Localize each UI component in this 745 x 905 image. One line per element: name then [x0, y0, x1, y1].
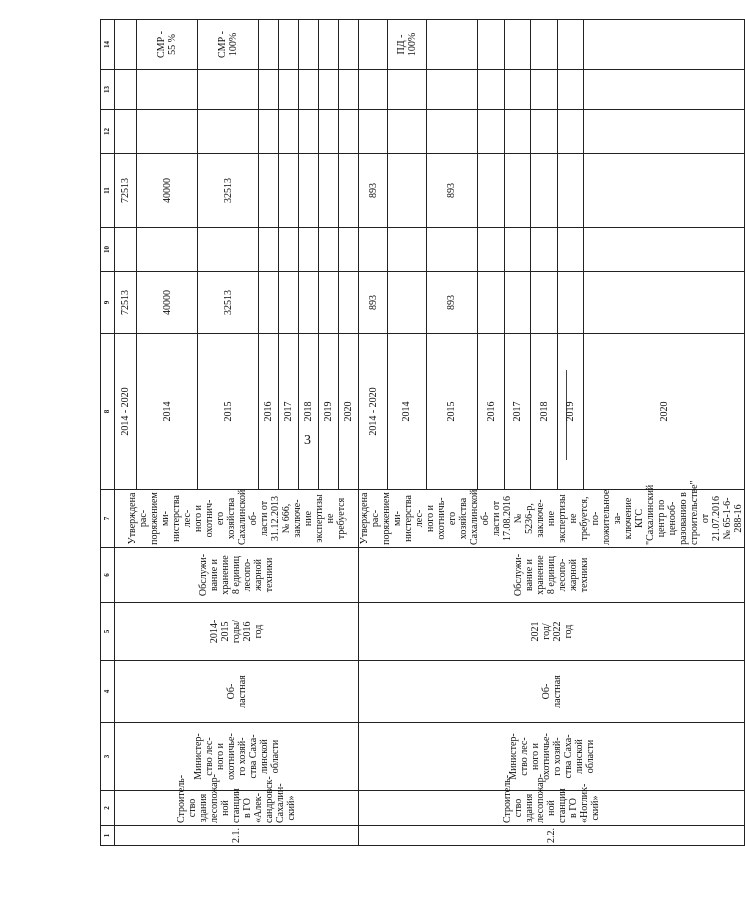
col-header: 9	[101, 272, 115, 334]
col-header: 7	[101, 490, 115, 548]
year-cell: 2017	[504, 334, 531, 490]
column-number-row	[101, 20, 115, 846]
year-cell: 2019	[319, 334, 339, 490]
amount-total: 72513	[115, 272, 137, 334]
customer: Министер- ство лес- ного и охотничье- го хозяй- ства Саха- линской области	[115, 723, 359, 791]
col-header: 5	[101, 603, 115, 661]
col-header: 4	[101, 661, 115, 723]
col-header: 10	[101, 228, 115, 272]
amount-regional: 72513	[115, 154, 137, 228]
year-cell: 2014	[137, 334, 198, 490]
approval-document: Утверждена рас- поряжением ми- нистерства лес- ного и охотнич- его хозяйства Сахалинской об- ласти от 31.12.2013 № 666, заключе- ние экспертизы не требуется	[115, 490, 359, 548]
amount-regional: 32513	[198, 154, 259, 228]
ownership-level: Об- ластная	[115, 661, 359, 723]
year-cell: 2018	[531, 334, 558, 490]
table-row	[115, 20, 137, 846]
col-header: 11	[101, 154, 115, 228]
year-cell: 2014	[388, 334, 426, 490]
col-header: 6	[101, 548, 115, 603]
approval-document: Утверждена рас- поряжением ми- нистерства лес- ного и охотничь- его хозяйства Сахалинской об- ласти от 17.08.2016 № 5236-р, заключе- ние экспертизы не требуется, по- ложительное за- ключение КГС "Сахалинский центр по ценооб- разованию в строительстве" от 21.07.2016 № 65-1-6-288-16	[359, 490, 745, 548]
object-purpose: Обслужи- вание и хранение 8 единиц лесопо- жарной техники	[115, 548, 359, 603]
page-number: 3	[304, 433, 311, 448]
year-cell: 2020	[339, 334, 359, 490]
col-header: 14	[101, 20, 115, 70]
customer: Министер- ство лес- ного и охотничье- го хозяй- ства Саха- линской области	[359, 723, 745, 791]
col-header: 13	[101, 70, 115, 110]
construction-years: 2021 год/ 2022 год	[359, 603, 745, 661]
object-purpose: Обслужи- вание и хранение 8 единиц лесопо- жарной техники	[359, 548, 745, 603]
col-header: 3	[101, 723, 115, 791]
year-cell: 2017	[279, 334, 299, 490]
row-number: 2.2.	[359, 826, 745, 846]
year-cell: 2019	[557, 334, 584, 490]
readiness-note: ПД - 100%	[388, 20, 426, 70]
year-cell: 2020	[584, 334, 745, 490]
amount-total: 32513	[198, 272, 259, 334]
table-row	[359, 20, 388, 846]
year-cell: 2014 - 2020	[359, 334, 388, 490]
year-cell: 2018	[299, 334, 319, 490]
object-name: Строитель- ство здания лесопожар- ной станции в ГО «Алек- сандровск- Сахалин- ский»	[115, 791, 359, 826]
amount-total: 893	[359, 272, 388, 334]
ownership-level: Об- ластная	[359, 661, 745, 723]
col-header: 1	[101, 826, 115, 846]
object-name: Строитель- ство здания лесопожар- ной станции в ГО «Ноглик- ский»	[359, 791, 745, 826]
amount-total: 40000	[137, 272, 198, 334]
readiness-note: СМР - 55 %	[137, 20, 198, 70]
rotated-table-sheet	[100, 20, 744, 846]
year-cell: 2016	[478, 334, 505, 490]
row-number: 2.1.	[115, 826, 359, 846]
year-cell: 2016	[259, 334, 279, 490]
year-cell: 2015	[426, 334, 478, 490]
amount-regional: 893	[359, 154, 388, 228]
year-cell: 2015	[198, 334, 259, 490]
investment-objects-table	[100, 19, 745, 846]
year-cell: 2014 - 2020	[115, 334, 137, 490]
col-header: 8	[101, 334, 115, 490]
amount-regional: 40000	[137, 154, 198, 228]
amount-total: 893	[426, 272, 478, 334]
readiness-note: СМР - 100%	[198, 20, 259, 70]
col-header: 2	[101, 791, 115, 826]
amount-regional: 893	[426, 154, 478, 228]
col-header: 12	[101, 110, 115, 154]
construction-years: 2014- 2015 годы/ 2016 год	[115, 603, 359, 661]
